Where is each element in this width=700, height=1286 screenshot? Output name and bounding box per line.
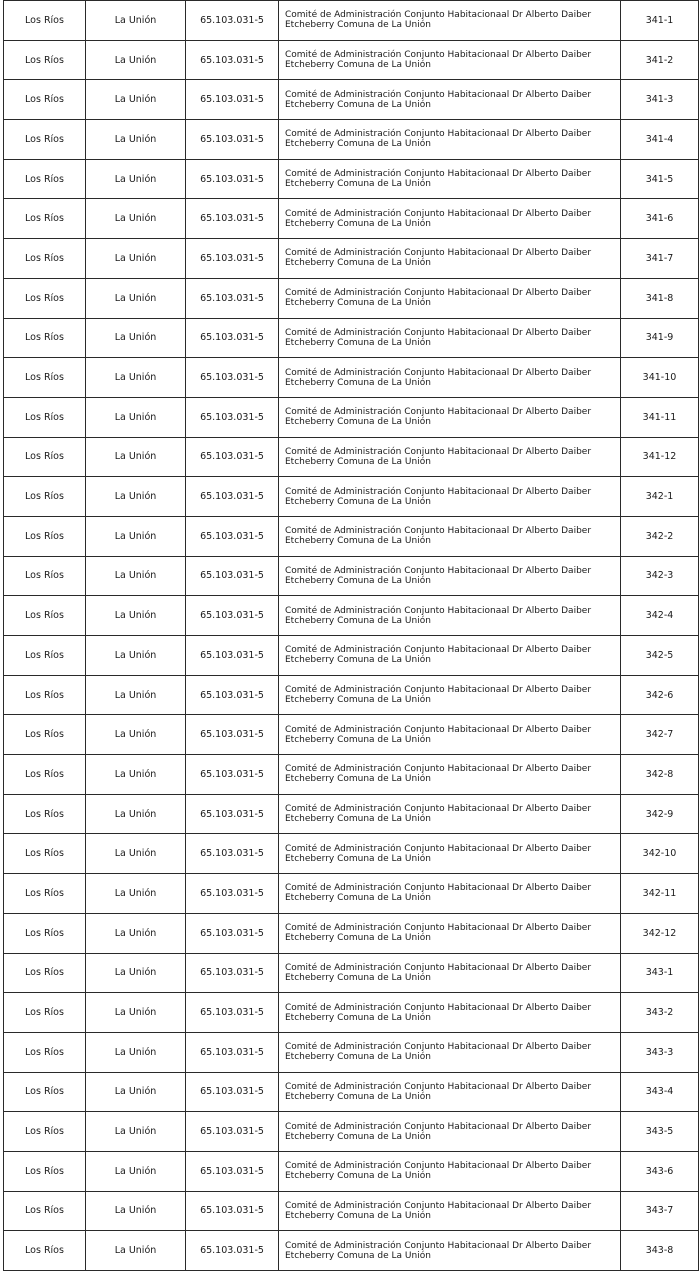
- table-row: [4, 1231, 699, 1271]
- table-row: [4, 40, 699, 80]
- code-cell: 343-5: [621, 1112, 699, 1152]
- rut-cell: 65.103.031-5: [186, 715, 279, 755]
- rut-cell: 65.103.031-5: [186, 874, 279, 914]
- region-cell: Los Ríos: [4, 675, 86, 715]
- comuna-cell: La Unión: [86, 278, 186, 318]
- entity-line-2: Etcheberry Comuna de La Unión: [285, 774, 431, 785]
- comuna-cell: La Unión: [86, 1191, 186, 1231]
- comuna-cell: La Unión: [86, 1151, 186, 1191]
- table-row: [4, 874, 699, 914]
- region-cell: Los Ríos: [4, 318, 86, 358]
- rut-cell: 65.103.031-5: [186, 556, 279, 596]
- entity-line-2: Etcheberry Comuna de La Unión: [285, 1131, 431, 1142]
- comuna-cell: La Unión: [86, 120, 186, 160]
- rut-cell: 65.103.031-5: [186, 834, 279, 874]
- entity-line-2: Etcheberry Comuna de La Unión: [285, 337, 431, 348]
- code-cell: 342-1: [621, 477, 699, 517]
- region-cell: Los Ríos: [4, 636, 86, 676]
- comuna-cell: La Unión: [86, 1072, 186, 1112]
- entity-cell: [279, 40, 621, 80]
- comuna-cell: La Unión: [86, 397, 186, 437]
- region-cell: Los Ríos: [4, 556, 86, 596]
- code-cell: 341-5: [621, 159, 699, 199]
- region-cell: Los Ríos: [4, 596, 86, 636]
- entity-line-2: Etcheberry Comuna de La Unión: [285, 218, 431, 229]
- code-cell: 341-10: [621, 358, 699, 398]
- code-cell: 342-7: [621, 715, 699, 755]
- region-cell: Los Ríos: [4, 120, 86, 160]
- comuna-cell: La Unión: [86, 834, 186, 874]
- code-cell: 343-4: [621, 1072, 699, 1112]
- entity-line-1: Comité de Administración Conjunto Habitacionaal Dr Alberto Daiber: [285, 129, 592, 140]
- table-row: [4, 715, 699, 755]
- code-cell: 341-1: [621, 1, 699, 41]
- table-row: [4, 556, 699, 596]
- rut-cell: 65.103.031-5: [186, 993, 279, 1033]
- code-cell: 342-3: [621, 556, 699, 596]
- table-row: [4, 80, 699, 120]
- rut-cell: 65.103.031-5: [186, 80, 279, 120]
- entity-line-1: Comité de Administración Conjunto Habitacionaal Dr Alberto Daiber: [285, 367, 592, 378]
- region-cell: Los Ríos: [4, 794, 86, 834]
- rut-cell: 65.103.031-5: [186, 477, 279, 517]
- entity-line-2: Etcheberry Comuna de La Unión: [285, 60, 431, 71]
- entity-line-1: Comité de Administración Conjunto Habitacionaal Dr Alberto Daiber: [285, 526, 592, 537]
- code-cell: 342-8: [621, 755, 699, 795]
- code-cell: 341-7: [621, 239, 699, 279]
- region-cell: Los Ríos: [4, 715, 86, 755]
- entity-line-1: Comité de Administración Conjunto Habitacionaal Dr Alberto Daiber: [285, 1200, 592, 1211]
- table-body: [4, 1, 699, 1271]
- entity-line-1: Comité de Administración Conjunto Habitacionaal Dr Alberto Daiber: [285, 446, 592, 457]
- entity-cell: [279, 159, 621, 199]
- entity-cell: [279, 715, 621, 755]
- table-row: [4, 636, 699, 676]
- comuna-cell: La Unión: [86, 715, 186, 755]
- entity-line-1: Comité de Administración Conjunto Habitacionaal Dr Alberto Daiber: [285, 50, 592, 61]
- entity-line-1: Comité de Administración Conjunto Habitacionaal Dr Alberto Daiber: [285, 1161, 592, 1172]
- comuna-cell: La Unión: [86, 953, 186, 993]
- code-cell: 341-11: [621, 397, 699, 437]
- region-cell: Los Ríos: [4, 40, 86, 80]
- comuna-cell: La Unión: [86, 794, 186, 834]
- comuna-cell: La Unión: [86, 516, 186, 556]
- region-cell: Los Ríos: [4, 1, 86, 41]
- comuna-cell: La Unión: [86, 1231, 186, 1271]
- entity-line-1: Comité de Administración Conjunto Habitacionaal Dr Alberto Daiber: [285, 169, 592, 180]
- region-cell: Los Ríos: [4, 1191, 86, 1231]
- region-cell: Los Ríos: [4, 755, 86, 795]
- comuna-cell: La Unión: [86, 80, 186, 120]
- comuna-cell: La Unión: [86, 636, 186, 676]
- document-table: [3, 0, 699, 1271]
- table-row: [4, 516, 699, 556]
- region-cell: Los Ríos: [4, 477, 86, 517]
- entity-line-2: Etcheberry Comuna de La Unión: [285, 933, 431, 944]
- comuna-cell: La Unión: [86, 318, 186, 358]
- entity-line-2: Etcheberry Comuna de La Unión: [285, 1012, 431, 1023]
- entity-cell: [279, 318, 621, 358]
- region-cell: Los Ríos: [4, 358, 86, 398]
- rut-cell: 65.103.031-5: [186, 1231, 279, 1271]
- table-row: [4, 675, 699, 715]
- table-row: [4, 953, 699, 993]
- rut-cell: 65.103.031-5: [186, 199, 279, 239]
- entity-line-1: Comité de Administración Conjunto Habitacionaal Dr Alberto Daiber: [285, 1081, 592, 1092]
- entity-cell: [279, 199, 621, 239]
- entity-line-2: Etcheberry Comuna de La Unión: [285, 456, 431, 467]
- code-cell: 341-2: [621, 40, 699, 80]
- code-cell: 342-4: [621, 596, 699, 636]
- entity-line-1: Comité de Administración Conjunto Habitacionaal Dr Alberto Daiber: [285, 89, 592, 100]
- code-cell: 341-12: [621, 437, 699, 477]
- rut-cell: 65.103.031-5: [186, 596, 279, 636]
- region-cell: Los Ríos: [4, 993, 86, 1033]
- entity-cell: [279, 556, 621, 596]
- region-cell: Los Ríos: [4, 516, 86, 556]
- code-cell: 343-8: [621, 1231, 699, 1271]
- code-cell: 342-9: [621, 794, 699, 834]
- table-row: [4, 358, 699, 398]
- entity-line-1: Comité de Administración Conjunto Habitacionaal Dr Alberto Daiber: [285, 923, 592, 934]
- code-cell: 343-6: [621, 1151, 699, 1191]
- table-row: [4, 120, 699, 160]
- region-cell: Los Ríos: [4, 913, 86, 953]
- comuna-cell: La Unión: [86, 675, 186, 715]
- entity-line-2: Etcheberry Comuna de La Unión: [285, 575, 431, 586]
- entity-line-2: Etcheberry Comuna de La Unión: [285, 417, 431, 428]
- comuna-cell: La Unión: [86, 1112, 186, 1152]
- code-cell: 342-2: [621, 516, 699, 556]
- table-row: [4, 834, 699, 874]
- entity-cell: [279, 516, 621, 556]
- entity-line-2: Etcheberry Comuna de La Unión: [285, 496, 431, 507]
- entity-line-1: Comité de Administración Conjunto Habitacionaal Dr Alberto Daiber: [285, 645, 592, 656]
- entity-line-2: Etcheberry Comuna de La Unión: [285, 99, 431, 110]
- region-cell: Los Ríos: [4, 953, 86, 993]
- code-cell: 342-12: [621, 913, 699, 953]
- comuna-cell: La Unión: [86, 159, 186, 199]
- entity-line-1: Comité de Administración Conjunto Habitacionaal Dr Alberto Daiber: [285, 1002, 592, 1013]
- rut-cell: 65.103.031-5: [186, 278, 279, 318]
- entity-line-1: Comité de Administración Conjunto Habitacionaal Dr Alberto Daiber: [285, 288, 592, 299]
- rut-cell: 65.103.031-5: [186, 516, 279, 556]
- entity-line-1: Comité de Administración Conjunto Habitacionaal Dr Alberto Daiber: [285, 804, 592, 815]
- entity-line-2: Etcheberry Comuna de La Unión: [285, 615, 431, 626]
- region-cell: Los Ríos: [4, 278, 86, 318]
- entity-cell: [279, 596, 621, 636]
- table-row: [4, 437, 699, 477]
- region-cell: Los Ríos: [4, 1112, 86, 1152]
- entity-line-2: Etcheberry Comuna de La Unión: [285, 1052, 431, 1063]
- comuna-cell: La Unión: [86, 993, 186, 1033]
- comuna-cell: La Unión: [86, 358, 186, 398]
- entity-cell: [279, 1, 621, 41]
- table-row: [4, 913, 699, 953]
- table-row: [4, 278, 699, 318]
- region-cell: Los Ríos: [4, 239, 86, 279]
- table-row: [4, 1112, 699, 1152]
- code-cell: 341-8: [621, 278, 699, 318]
- entity-line-1: Comité de Administración Conjunto Habitacionaal Dr Alberto Daiber: [285, 883, 592, 894]
- comuna-cell: La Unión: [86, 1032, 186, 1072]
- region-cell: Los Ríos: [4, 1151, 86, 1191]
- entity-cell: [279, 239, 621, 279]
- entity-line-1: Comité de Administración Conjunto Habitacionaal Dr Alberto Daiber: [285, 843, 592, 854]
- entity-line-1: Comité de Administración Conjunto Habitacionaal Dr Alberto Daiber: [285, 605, 592, 616]
- entity-cell: [279, 477, 621, 517]
- entity-line-2: Etcheberry Comuna de La Unión: [285, 1250, 431, 1261]
- code-cell: 343-2: [621, 993, 699, 1033]
- entity-line-1: Comité de Administración Conjunto Habitacionaal Dr Alberto Daiber: [285, 1121, 592, 1132]
- entity-line-1: Comité de Administración Conjunto Habitacionaal Dr Alberto Daiber: [285, 407, 592, 418]
- entity-line-2: Etcheberry Comuna de La Unión: [285, 814, 431, 825]
- table-row: [4, 755, 699, 795]
- entity-cell: [279, 358, 621, 398]
- entity-cell: [279, 1231, 621, 1271]
- entity-line-2: Etcheberry Comuna de La Unión: [285, 258, 431, 269]
- table-row: [4, 1072, 699, 1112]
- entity-cell: [279, 993, 621, 1033]
- table-row: [4, 239, 699, 279]
- region-cell: Los Ríos: [4, 80, 86, 120]
- entity-line-1: Comité de Administración Conjunto Habitacionaal Dr Alberto Daiber: [285, 248, 592, 259]
- table-row: [4, 1191, 699, 1231]
- region-cell: Los Ríos: [4, 397, 86, 437]
- entity-line-1: Comité de Administración Conjunto Habitacionaal Dr Alberto Daiber: [285, 1240, 592, 1251]
- table-row: [4, 1032, 699, 1072]
- entity-cell: [279, 675, 621, 715]
- table-row: [4, 993, 699, 1033]
- entity-line-2: Etcheberry Comuna de La Unión: [285, 853, 431, 864]
- entity-line-2: Etcheberry Comuna de La Unión: [285, 972, 431, 983]
- rut-cell: 65.103.031-5: [186, 437, 279, 477]
- entity-line-2: Etcheberry Comuna de La Unión: [285, 655, 431, 666]
- entity-cell: [279, 397, 621, 437]
- comuna-cell: La Unión: [86, 437, 186, 477]
- rut-cell: 65.103.031-5: [186, 953, 279, 993]
- table-row: [4, 199, 699, 239]
- entity-line-2: Etcheberry Comuna de La Unión: [285, 695, 431, 706]
- code-cell: 341-4: [621, 120, 699, 160]
- table-row: [4, 477, 699, 517]
- region-cell: Los Ríos: [4, 1072, 86, 1112]
- rut-cell: 65.103.031-5: [186, 1151, 279, 1191]
- table-row: [4, 1, 699, 41]
- table-row: [4, 1151, 699, 1191]
- rut-cell: 65.103.031-5: [186, 239, 279, 279]
- table-row: [4, 318, 699, 358]
- entity-line-1: Comité de Administración Conjunto Habitacionaal Dr Alberto Daiber: [285, 10, 592, 21]
- entity-line-2: Etcheberry Comuna de La Unión: [285, 1171, 431, 1182]
- entity-line-1: Comité de Administración Conjunto Habitacionaal Dr Alberto Daiber: [285, 208, 592, 219]
- code-cell: 342-5: [621, 636, 699, 676]
- entity-line-1: Comité de Administración Conjunto Habitacionaal Dr Alberto Daiber: [285, 962, 592, 973]
- entity-line-1: Comité de Administración Conjunto Habitacionaal Dr Alberto Daiber: [285, 764, 592, 775]
- region-cell: Los Ríos: [4, 199, 86, 239]
- region-cell: Los Ríos: [4, 834, 86, 874]
- rut-cell: 65.103.031-5: [186, 318, 279, 358]
- entity-line-1: Comité de Administración Conjunto Habitacionaal Dr Alberto Daiber: [285, 565, 592, 576]
- rut-cell: 65.103.031-5: [186, 1191, 279, 1231]
- rut-cell: 65.103.031-5: [186, 755, 279, 795]
- comuna-cell: La Unión: [86, 199, 186, 239]
- rut-cell: 65.103.031-5: [186, 794, 279, 834]
- region-cell: Los Ríos: [4, 1231, 86, 1271]
- code-cell: 343-7: [621, 1191, 699, 1231]
- entity-cell: [279, 1032, 621, 1072]
- code-cell: 342-6: [621, 675, 699, 715]
- entity-line-1: Comité de Administración Conjunto Habitacionaal Dr Alberto Daiber: [285, 1042, 592, 1053]
- table-row: [4, 596, 699, 636]
- region-cell: Los Ríos: [4, 874, 86, 914]
- table-row: [4, 397, 699, 437]
- entity-cell: [279, 120, 621, 160]
- comuna-cell: La Unión: [86, 874, 186, 914]
- entity-cell: [279, 80, 621, 120]
- entity-line-2: Etcheberry Comuna de La Unión: [285, 377, 431, 388]
- rut-cell: 65.103.031-5: [186, 1032, 279, 1072]
- comuna-cell: La Unión: [86, 596, 186, 636]
- entity-cell: [279, 794, 621, 834]
- rut-cell: 65.103.031-5: [186, 40, 279, 80]
- comuna-cell: La Unión: [86, 40, 186, 80]
- rut-cell: 65.103.031-5: [186, 397, 279, 437]
- entity-line-2: Etcheberry Comuna de La Unión: [285, 1210, 431, 1221]
- rut-cell: 65.103.031-5: [186, 675, 279, 715]
- entity-cell: [279, 1112, 621, 1152]
- code-cell: 342-10: [621, 834, 699, 874]
- rut-cell: 65.103.031-5: [186, 358, 279, 398]
- entity-cell: [279, 1151, 621, 1191]
- code-cell: 343-3: [621, 1032, 699, 1072]
- code-cell: 342-11: [621, 874, 699, 914]
- rut-cell: 65.103.031-5: [186, 1, 279, 41]
- entity-line-1: Comité de Administración Conjunto Habitacionaal Dr Alberto Daiber: [285, 724, 592, 735]
- code-cell: 341-6: [621, 199, 699, 239]
- entity-cell: [279, 755, 621, 795]
- entity-line-2: Etcheberry Comuna de La Unión: [285, 139, 431, 150]
- entity-line-2: Etcheberry Comuna de La Unión: [285, 536, 431, 547]
- entity-line-1: Comité de Administración Conjunto Habitacionaal Dr Alberto Daiber: [285, 685, 592, 696]
- region-cell: Los Ríos: [4, 437, 86, 477]
- entity-line-2: Etcheberry Comuna de La Unión: [285, 893, 431, 904]
- rut-cell: 65.103.031-5: [186, 913, 279, 953]
- comuna-cell: La Unión: [86, 913, 186, 953]
- comuna-cell: La Unión: [86, 239, 186, 279]
- entity-line-1: Comité de Administración Conjunto Habitacionaal Dr Alberto Daiber: [285, 486, 592, 497]
- entity-cell: [279, 1191, 621, 1231]
- entity-cell: [279, 874, 621, 914]
- region-cell: Los Ríos: [4, 159, 86, 199]
- rut-cell: 65.103.031-5: [186, 159, 279, 199]
- entity-line-2: Etcheberry Comuna de La Unión: [285, 20, 431, 31]
- region-cell: Los Ríos: [4, 1032, 86, 1072]
- rut-cell: 65.103.031-5: [186, 1072, 279, 1112]
- entity-cell: [279, 834, 621, 874]
- entity-cell: [279, 278, 621, 318]
- table-row: [4, 794, 699, 834]
- entity-cell: [279, 913, 621, 953]
- rut-cell: 65.103.031-5: [186, 636, 279, 676]
- code-cell: 343-1: [621, 953, 699, 993]
- comuna-cell: La Unión: [86, 477, 186, 517]
- entity-line-1: Comité de Administración Conjunto Habitacionaal Dr Alberto Daiber: [285, 327, 592, 338]
- rut-cell: 65.103.031-5: [186, 1112, 279, 1152]
- entity-line-2: Etcheberry Comuna de La Unión: [285, 734, 431, 745]
- entity-cell: [279, 437, 621, 477]
- entity-line-2: Etcheberry Comuna de La Unión: [285, 179, 431, 190]
- entity-cell: [279, 1072, 621, 1112]
- table-row: [4, 159, 699, 199]
- comuna-cell: La Unión: [86, 755, 186, 795]
- entity-cell: [279, 636, 621, 676]
- entity-line-2: Etcheberry Comuna de La Unión: [285, 1091, 431, 1102]
- entity-line-2: Etcheberry Comuna de La Unión: [285, 298, 431, 309]
- code-cell: 341-9: [621, 318, 699, 358]
- comuna-cell: La Unión: [86, 556, 186, 596]
- rut-cell: 65.103.031-5: [186, 120, 279, 160]
- code-cell: 341-3: [621, 80, 699, 120]
- entity-cell: [279, 953, 621, 993]
- comuna-cell: La Unión: [86, 1, 186, 41]
